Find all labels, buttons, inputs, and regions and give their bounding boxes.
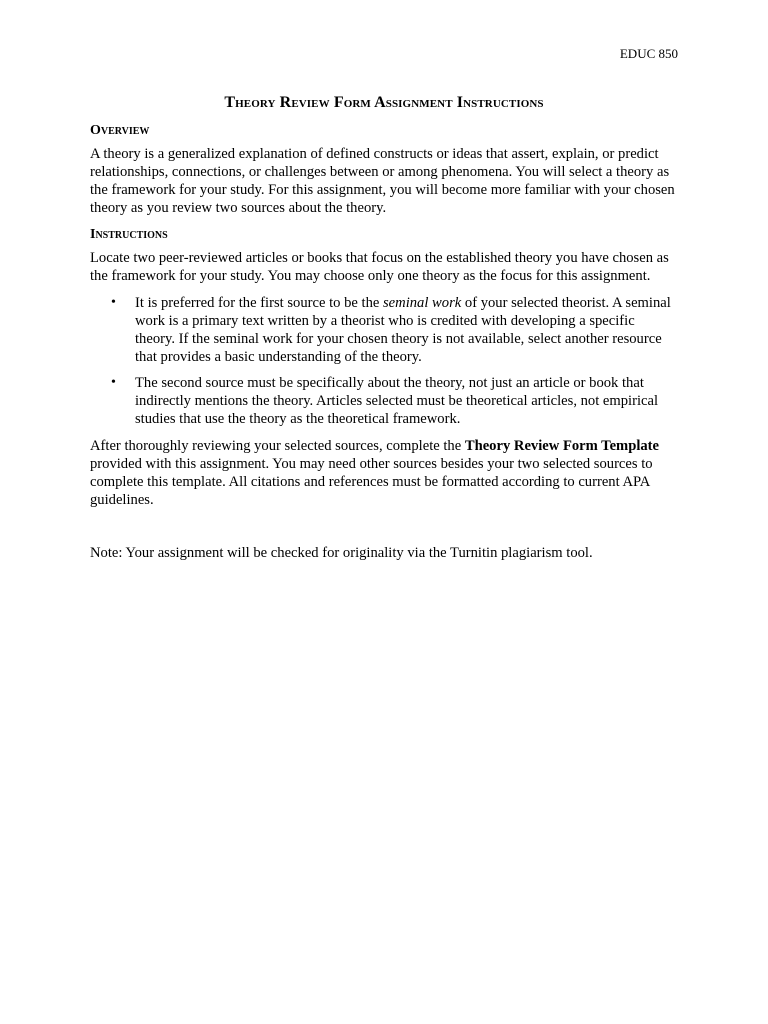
bullet-text-after: of your selected theorist. A seminal work is a primary text written by a theorist who is credited with developing a specific theory. If the seminal work for your chosen theory is not available, select another resource that provides a basic understanding of the theory. <box>135 295 671 365</box>
overview-paragraph: A theory is a generalized explanation of defined constructs or ideas that assert, explain, or predict relationships, connections, or challenges between or among phenomena. You will select a theory as the framework for your study. For this assignment, you will become more familiar with your chosen theory as you review two sources about the theory. <box>90 146 675 216</box>
document-body <box>90 93 678 562</box>
bullet-text: The second source must be specifically about the theory, not just an article or book that indirectly mentions the theory. Articles selected must be theoretical articles, not empirical studies that use the theory as the theoretical framework. <box>135 375 659 427</box>
course-code-header: EDUC 850 <box>619 46 678 61</box>
bullet-icon: • <box>111 295 116 310</box>
bullet-icon: • <box>111 375 116 390</box>
document-title: Theory Review Form Assignment Instructions <box>224 94 544 111</box>
overview-heading: Overview <box>90 123 150 138</box>
instructions-heading: Instructions <box>90 227 168 242</box>
closing-text-after: provided with this assignment. You may need other sources besides your two selected sources to complete this template. All citations and references must be formatted according to current APA guidelines. <box>90 456 653 508</box>
instructions-bullet-list <box>90 294 678 428</box>
closing-text-before: After thoroughly reviewing your selected sources, complete the <box>90 438 465 454</box>
seminal-work-emphasis: seminal work <box>383 295 462 311</box>
closing-paragraph <box>90 437 678 509</box>
bullet-item-second-source <box>90 374 678 428</box>
originality-note: Note: Your assignment will be checked for originality via the Turnitin plagiarism tool. <box>90 545 593 561</box>
bullet-item-first-source <box>90 294 678 366</box>
bullet-text-before: It is preferred for the first source to be the <box>135 295 383 311</box>
instructions-intro-paragraph: Locate two peer-reviewed articles or books that focus on the established theory you have chosen as the framework for your study. You may choose only one theory as the focus for this assignment. <box>90 250 669 284</box>
template-name-bold: Theory Review Form Template <box>464 438 660 454</box>
